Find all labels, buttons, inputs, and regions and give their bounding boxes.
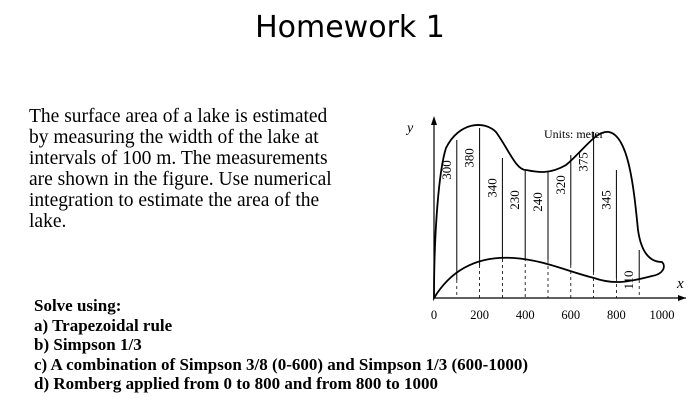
task-item: d) Romberg applied from 0 to 800 and from 800 to 1000 bbox=[34, 374, 439, 394]
x-tick-label: 800 bbox=[607, 308, 626, 322]
width-label: 300 bbox=[438, 160, 454, 180]
x-tick-label: 1000 bbox=[649, 308, 675, 322]
problem-line: intervals of 100 m. The measurements bbox=[29, 148, 328, 169]
width-label: 320 bbox=[552, 175, 568, 195]
task-item: a) Trapezoidal rule bbox=[34, 315, 173, 335]
problem-line: are shown in the figure. Use numerical bbox=[29, 169, 332, 190]
width-label: 110 bbox=[621, 270, 637, 290]
x-tick-label: 600 bbox=[561, 308, 581, 322]
problem-line: by measuring the width of the lake at bbox=[29, 127, 319, 148]
tasks bbox=[34, 296, 694, 394]
width-label: 340 bbox=[484, 178, 500, 198]
x-tick-label: 0 bbox=[430, 308, 438, 322]
x-tick-label: 200 bbox=[470, 308, 489, 322]
page-title: Homework 1 bbox=[255, 10, 445, 45]
axes bbox=[431, 116, 686, 301]
width-label: 380 bbox=[461, 148, 477, 168]
x-tick-label: 400 bbox=[515, 308, 535, 322]
width-measurements bbox=[439, 128, 639, 298]
units-label: Units: meter bbox=[544, 127, 604, 141]
task-item: c) A combination of Simpson 3/8 (0-600) and Simpson 1/3 (600-1000) bbox=[34, 354, 528, 374]
problem-line: lake. bbox=[29, 211, 67, 232]
width-label: 230 bbox=[507, 190, 523, 210]
task-item: b) Simpson 1/3 bbox=[34, 335, 142, 355]
problem-statement bbox=[29, 106, 381, 232]
y-axis-arrow bbox=[431, 116, 437, 125]
y-axis-label: y bbox=[407, 121, 414, 136]
lake-diagram bbox=[404, 110, 689, 325]
problem-line: integration to estimate the area of the bbox=[29, 190, 320, 211]
width-label: 375 bbox=[575, 152, 591, 172]
width-label: 240 bbox=[530, 192, 545, 212]
problem-line: The surface area of a lake is estimated bbox=[29, 106, 328, 127]
tasks-heading: Solve using: bbox=[34, 296, 122, 315]
width-label: 345 bbox=[598, 190, 614, 210]
x-axis-label: x bbox=[677, 276, 684, 292]
